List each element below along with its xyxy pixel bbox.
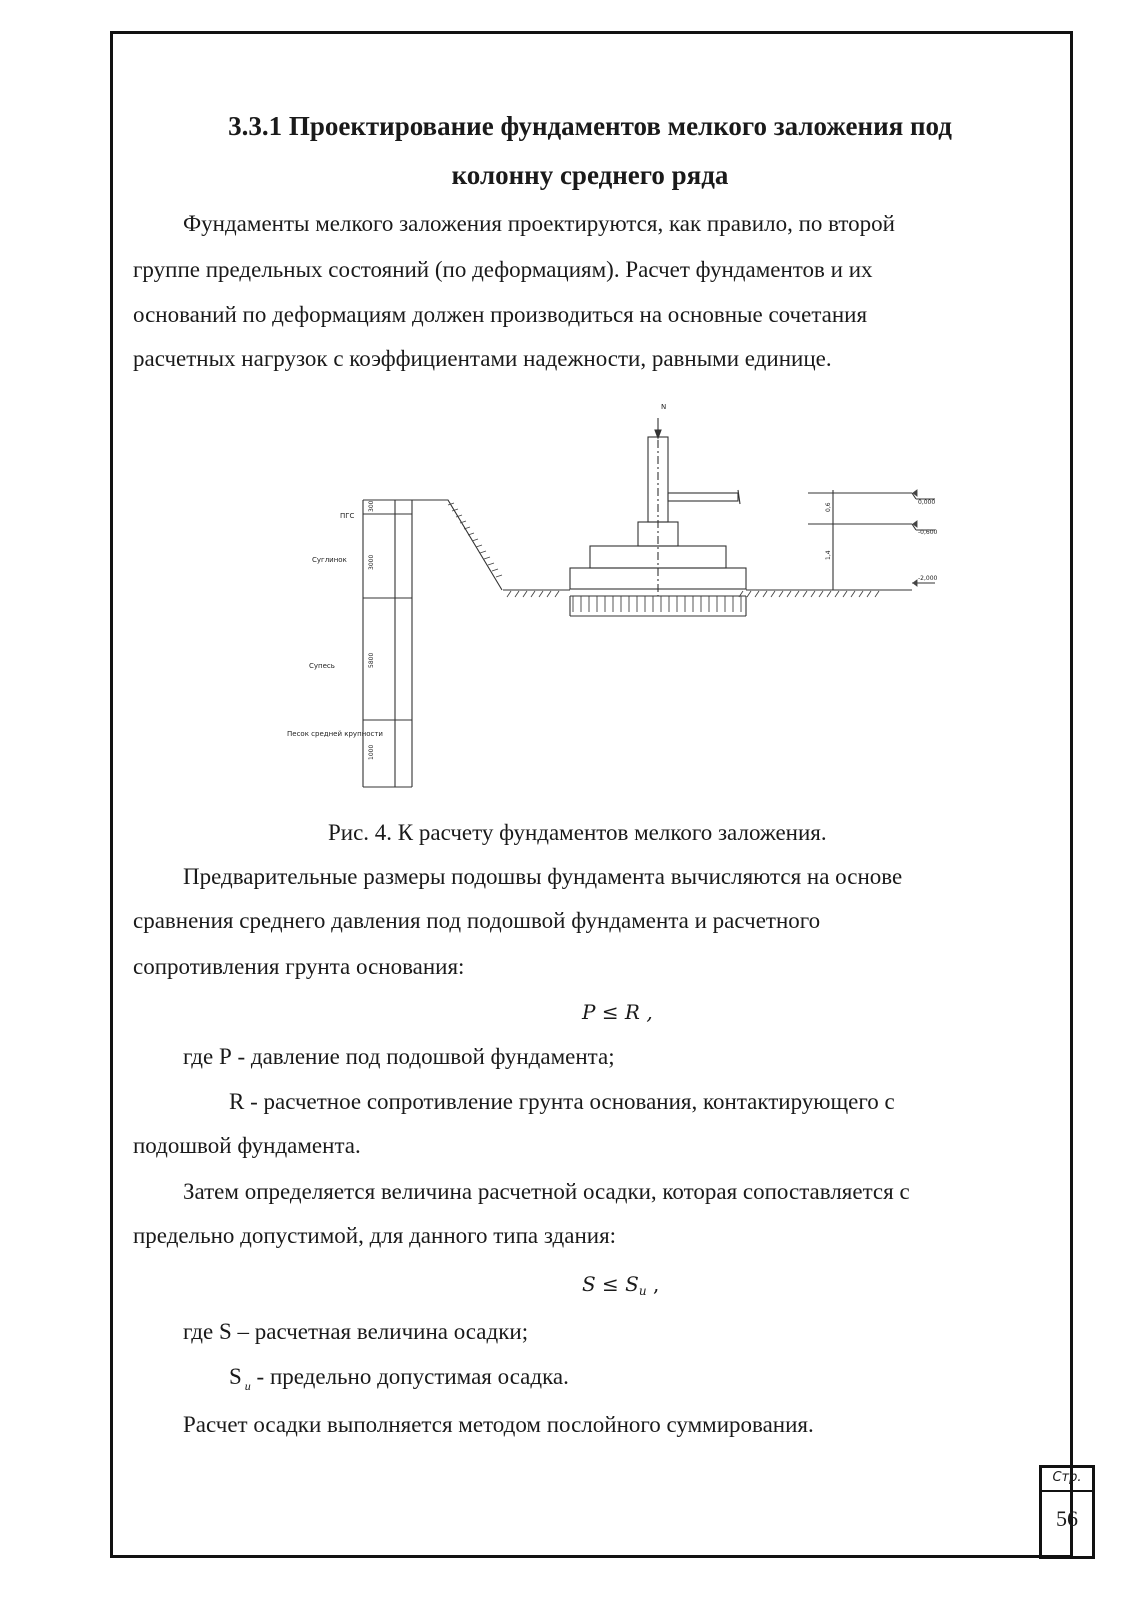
page-number-stamp [1039,1465,1095,1559]
paragraph-line: группе предельных состояний (по деформациям). Расчет фундаментов и их [133,257,873,282]
definition-r: R - расчетное сопротивление грунта основания, контактирующего с [229,1089,895,1114]
page-number: 56 [1056,1506,1078,1531]
layer-label: Супесь [309,662,335,670]
paragraph-line: расчетных нагрузок с коэффициентами надежности, равными единице. [133,346,832,371]
stamp-divider [1042,1490,1092,1492]
final-sentence: Расчет осадки выполняется методом послойного суммирования. [183,1412,814,1437]
layer-thickness: 1000 [368,744,375,760]
paragraph-line: сопротивления грунта основания: [133,954,465,979]
layer-thickness: 5800 [368,652,375,668]
layer-label: Песок средней крупности [287,730,383,738]
dimension-label: 1,4 [825,550,832,560]
layer-thickness: 300 [368,500,375,512]
elevation-label: -2,000 [918,575,938,582]
formula-s-le-su: $S \le S_u$ , [582,1272,660,1298]
paragraph-line: предельно допустимой, для данного типа здания: [133,1223,617,1248]
load-label: N [661,403,667,411]
layer-label: Суглинок [312,556,347,564]
formula-p-le-r: P ≤ R , [582,1000,653,1024]
definition-su: S $_u$ - предельно допустимая осадка. [229,1364,569,1393]
paragraph-line: оснований по деформациям должен производиться на основные сочетания [133,302,868,327]
stamp-label: Стр. [1052,1470,1082,1485]
paragraph-line: сравнения среднего давления под подошвой фундамента и расчетного [133,908,821,933]
layer-label: ПГС [340,512,355,520]
section-title-line2: колонну среднего ряда [451,160,729,190]
paragraph-line: Фундаменты мелкого заложения проектируются, как правило, по второй [183,211,895,236]
definition-p: где Р - давление под подошвой фундамента; [183,1044,615,1069]
dimension-label: 0,6 [825,502,832,512]
definition-r-cont: подошвой фундамента. [133,1133,361,1158]
definition-s: где S – расчетная величина осадки; [183,1319,529,1344]
paragraph-line: Предварительные размеры подошвы фундамента вычисляются на основе [183,864,903,889]
section-title-line1: 3.3.1 Проектирование фундаментов мелкого заложения под [228,111,952,141]
foundation-diagram [270,395,970,805]
elevation-label: -0,600 [918,529,938,536]
elevation-label: 0,000 [918,499,936,506]
paragraph-line: Затем определяется величина расчетной осадки, которая сопоставляется с [183,1179,910,1204]
layer-thickness: 3000 [368,554,375,570]
figure-caption: Рис. 4. К расчету фундаментов мелкого заложения. [328,820,827,845]
